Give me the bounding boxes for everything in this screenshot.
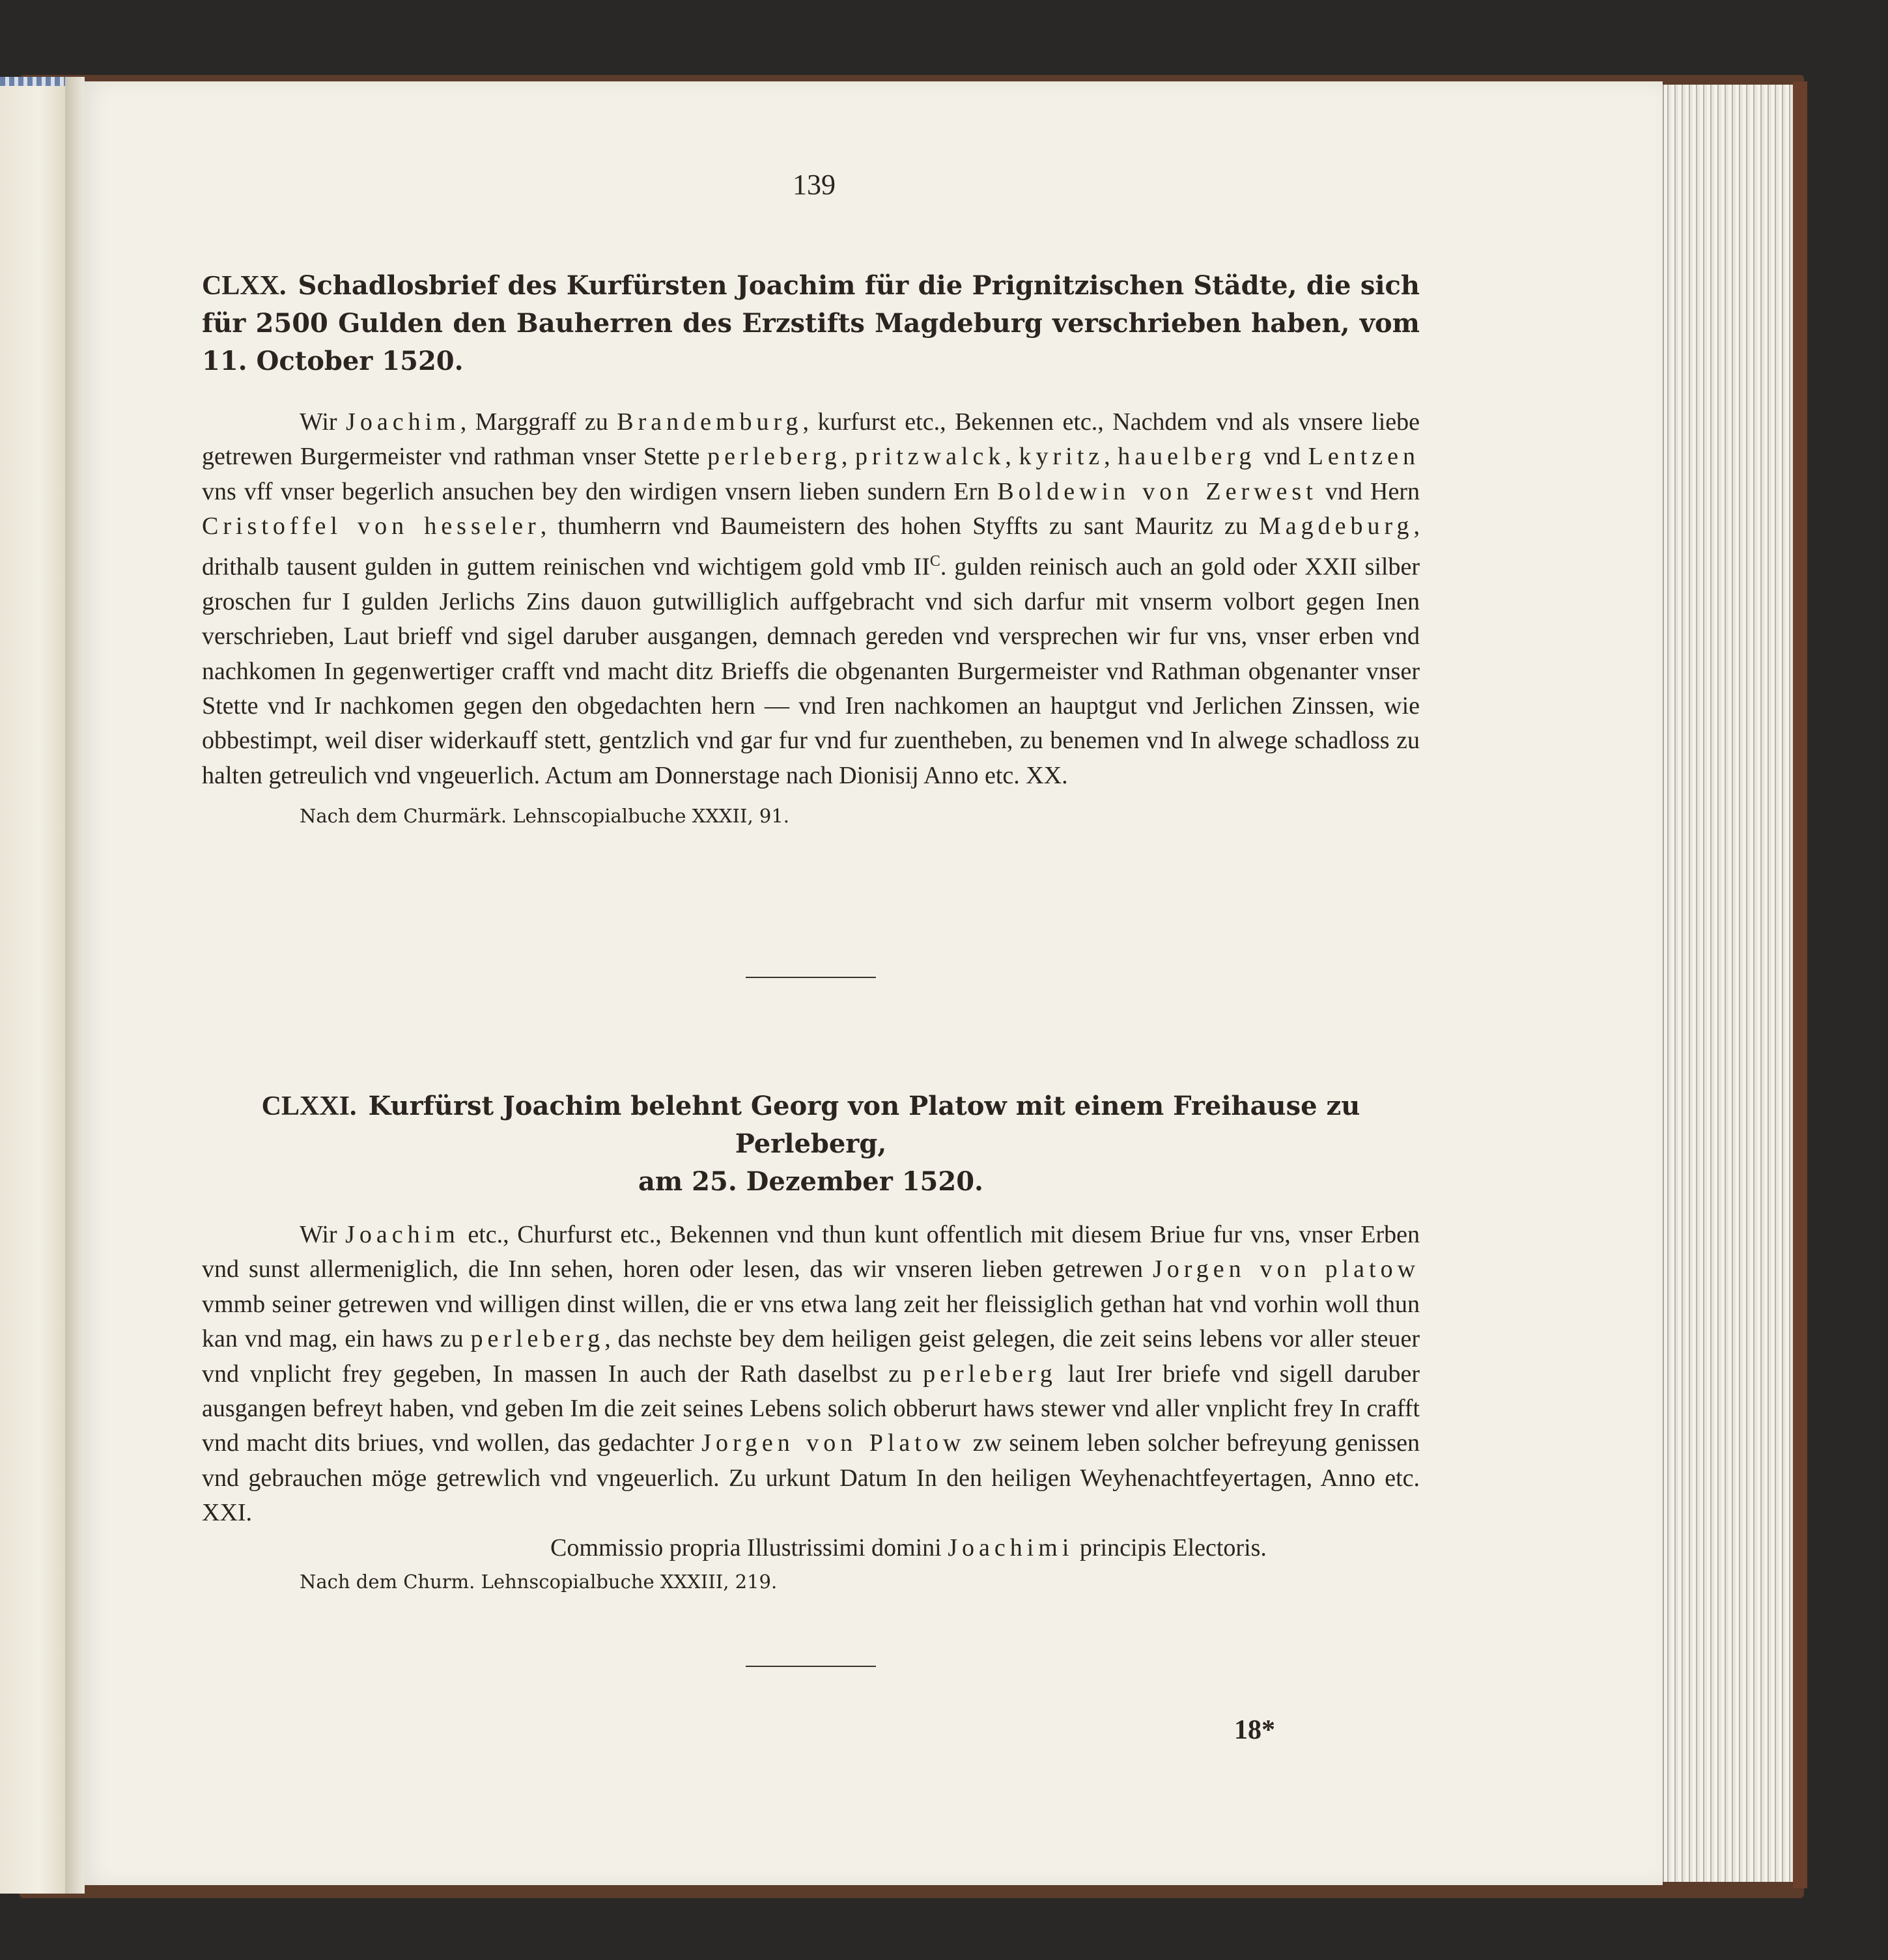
entry-clxxi-title-line2: am 25. Dezember 1520. <box>638 1166 983 1197</box>
text-run: principis Electoris. <box>1073 1533 1267 1561</box>
entry-clxxi-heading <box>202 1087 1420 1201</box>
text-run: , Marggraff zu <box>460 408 617 436</box>
entry-clxxi-body <box>202 1218 1420 1531</box>
text-run: , kurfurst etc., Bekennen etc., Nachdem vnd als vnsere liebe getrewen Burgermeister vnd rathman vnser Stette <box>202 408 1420 471</box>
bookmark-ribbon <box>0 77 65 86</box>
text-run: , drithalb tausent gulden in guttem reinischen vnd wichtigem gold vmb II <box>202 512 1420 581</box>
spaced-name: kyritz <box>1019 443 1105 471</box>
entry-clxx-heading <box>202 267 1420 380</box>
text-run: , <box>841 443 855 471</box>
superscript: C <box>929 552 940 570</box>
entry-clxxi-title-line1 <box>202 1087 1420 1163</box>
text-run: vnd Hern <box>1317 477 1420 505</box>
text-run: , das nechste bey dem heiligen geist gelegen, die zeit seins lebens vor aller steuer vnd vnplicht frey gegeben, In massen In auch der Rath daselbst zu <box>202 1325 1420 1388</box>
spaced-name: Cristoffel von hesseler <box>202 512 541 540</box>
spaced-name: hauelberg <box>1118 443 1256 471</box>
left-page-edge <box>0 77 66 1894</box>
page-gutter <box>65 77 85 1894</box>
entry-clxxi-number: CLXXI. <box>261 1091 357 1121</box>
entry-clxx-title: Schadlosbrief des Kurfürsten Joachim für die Prignitzischen Städte, die sich für 2500 Gulden den Bauherren des Erzstifts Magdeburg verschrieben haben, vom 11. October 1520. <box>202 270 1420 376</box>
text-run: vnd <box>1256 443 1308 471</box>
text-run: etc., Churfurst etc., Bekennen vnd thun kunt offentlich mit diesem Briue fur vns, vnser Erben vnd sunst allermeniglich, die Inn sehen, horen oder lesen, das wir vnseren lieben getrewen <box>202 1221 1420 1283</box>
text-run: , <box>1104 443 1118 471</box>
page-number: 139 <box>793 169 836 201</box>
text-run: laut Irer briefe vnd sigell daruber ausgangen befreyt haben, vnd geben Im die zeit seines Lebens solich obberurt haws stewer vnd aller vnplicht frey In crafft vnd macht dits briues, vnd wollen, das gedachter <box>202 1360 1420 1457</box>
text-run: . gulden reinisch auch an gold oder XXII silber groschen fur I gulden Jerlichs Zins dauon gutwilliglich auffgebracht vnd sich darfur mit vnserm volbort gegen Inen verschrieben, Laut brieff vnd sigel daruber ausgangen, demnach gereden vnd versprechen wir fur vns, vnser erben vnd nachkomen In gegenwertiger crafft vnd macht ditz Brieffs die obgenanten Burgermeister vnd Rathman obgenanter vnser Stette vnd Ir nachkomen gegen den obgedachten hern — vnd Iren nachkomen an hauptgut vnd Jerlichen Zinssen, wie obbestimpt, weil diser widerkauff stett, gentzlich vnd gar fur vnd fur zuentheben, zu benemen vnd In alwege schadloss zu halten getreulich vnd vngeuerlich. Actum am Donnerstage nach Dionisij Anno etc. XX. <box>202 553 1420 789</box>
spaced-name: Joachimi <box>948 1533 1074 1561</box>
text-run: , <box>1005 443 1019 471</box>
back-cover-edge <box>1793 81 1807 1888</box>
entry-clxxi <box>202 1087 1420 1593</box>
entry-clxx <box>202 267 1420 827</box>
entry-clxxi-source: Nach dem Churm. Lehnscopialbuche XXXIII, 219. <box>300 1570 778 1593</box>
spaced-name: Jorgen von Platow <box>701 1429 966 1457</box>
spaced-name: perleberg <box>923 1360 1057 1388</box>
spaced-name: Brandemburg <box>617 408 803 436</box>
sheet-signature-mark: 18* <box>1234 1715 1275 1745</box>
spaced-name: Magdeburg <box>1259 512 1414 540</box>
spaced-name: Joachim <box>346 408 460 436</box>
spaced-name: Joachim <box>345 1221 460 1248</box>
spaced-name: perleberg <box>470 1325 605 1353</box>
spaced-name: Jorgen von platow <box>1153 1255 1420 1283</box>
entry-clxxi-title: Kurfürst Joachim belehnt Georg von Platow mit einem Freihause zu Perleberg, <box>368 1091 1360 1159</box>
section-divider <box>746 977 876 978</box>
text-run: vmmb seiner getrewen vnd willigen dinst willen, die er vns etwa lang zeit her fleissiglich gethan hat vnd vorhin woll thun kan vnd mag, ein haws zu <box>202 1290 1420 1353</box>
text-run: Wir <box>300 1221 346 1248</box>
spaced-name: Lentzen <box>1308 443 1420 471</box>
spaced-name: Boldewin von Zerwest <box>997 477 1317 505</box>
section-divider <box>746 1666 876 1667</box>
entry-clxxi-signature <box>202 1531 1420 1565</box>
spaced-name: pritzwalck <box>854 443 1006 471</box>
page-edges-stack <box>1663 85 1794 1882</box>
text-run: Wir <box>300 408 346 436</box>
text-run: vns vff vnser begerlich ansuchen bey den wirdigen vnsern lieben sundern Ern <box>202 477 998 505</box>
text-run: zw seinem leben solcher befreyung genissen vnd gebrauchen möge getrewlich vnd vngeuerlich. Zu urkunt Datum In den heiligen Weyhenachtfeyertagen, Anno etc. XXI. <box>202 1429 1420 1527</box>
text-run: Commissio propria Illustrissimi domini <box>550 1533 948 1561</box>
entry-clxx-body <box>202 405 1420 793</box>
entry-clxx-number: CLXX. <box>202 271 287 301</box>
text-run: , thumherrn vnd Baumeistern des hohen Styffts zu sant Mauritz zu <box>540 512 1260 540</box>
spaced-name: perleberg <box>707 443 841 471</box>
entry-clxx-source: Nach dem Churmärk. Lehnscopialbuche XXXII, 91. <box>300 805 790 828</box>
